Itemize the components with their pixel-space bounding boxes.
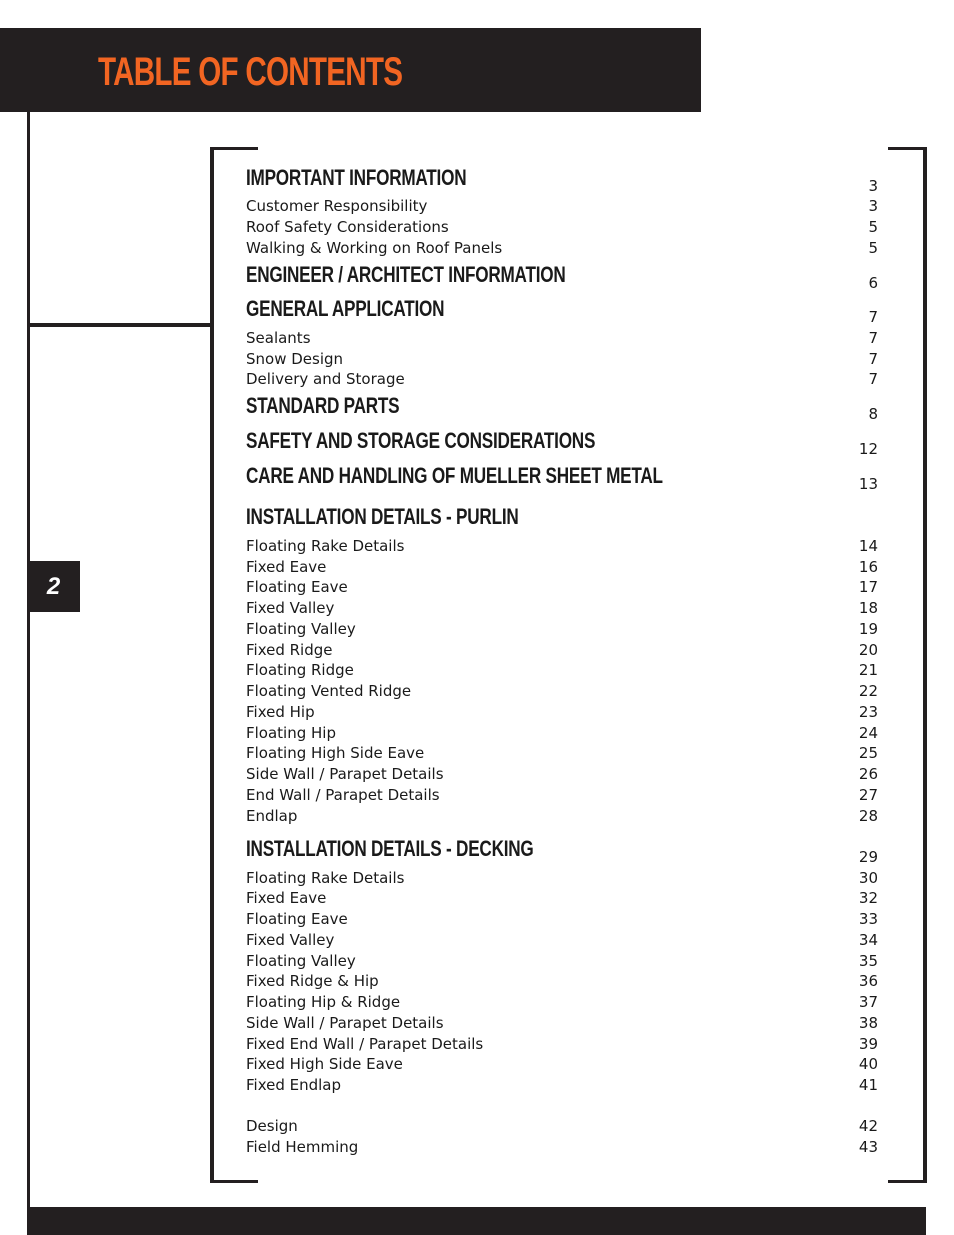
toc-entry-page: 30 [858, 869, 878, 887]
toc-item[interactable] [246, 868, 878, 889]
toc-item[interactable] [246, 1013, 878, 1034]
toc-entry-page: 7 [868, 350, 878, 368]
toc-entry-page: 27 [858, 786, 878, 804]
toc-entry-label: Fixed Valley [246, 931, 335, 949]
toc-entry-page: 41 [858, 1076, 878, 1094]
toc-item[interactable] [246, 369, 878, 390]
toc-item[interactable] [246, 660, 878, 681]
toc-entry-label: CARE AND HANDLING OF MUELLER SHEET METAL [246, 463, 663, 488]
toc-item[interactable] [246, 743, 878, 764]
toc-item[interactable] [246, 598, 878, 619]
toc-entry-label: Sealants [246, 329, 311, 347]
toc-entry-page: 13 [858, 475, 878, 493]
toc-entry-page: 3 [868, 177, 878, 195]
toc-entry-page: 7 [868, 329, 878, 347]
toc-entry-label: Field Hemming [246, 1138, 359, 1156]
toc-item[interactable] [246, 536, 878, 557]
toc-entry-label: SAFETY AND STORAGE CONSIDERATIONS [246, 428, 596, 453]
toc-entry-label: End Wall / Parapet Details [246, 786, 440, 804]
toc-entry-label: Fixed High Side Eave [246, 1055, 403, 1073]
toc-item[interactable] [246, 217, 878, 238]
toc-entry-page: 12 [858, 440, 878, 458]
toc-item[interactable] [246, 640, 878, 661]
toc-entry-page: 14 [858, 537, 878, 555]
toc-item[interactable] [246, 196, 878, 217]
toc-entry-page: 39 [858, 1035, 878, 1053]
toc-entry-label: Side Wall / Parapet Details [246, 765, 444, 783]
toc-heading[interactable] [246, 393, 878, 425]
toc-item[interactable] [246, 909, 878, 930]
toc-entry-page: 3 [868, 197, 878, 215]
toc-item[interactable] [246, 806, 878, 827]
toc-entry-label: Fixed Ridge & Hip [246, 972, 379, 990]
toc-entry-page: 17 [858, 578, 878, 596]
toc-entry-label: GENERAL APPLICATION [246, 296, 445, 321]
toc-item[interactable] [246, 723, 878, 744]
toc-item[interactable] [246, 619, 878, 640]
toc-item[interactable] [246, 888, 878, 909]
toc-entry-page: 22 [858, 682, 878, 700]
toc-item[interactable] [246, 1054, 878, 1075]
toc-entry-label: Fixed Hip [246, 703, 315, 721]
toc-entry-label: Floating Ridge [246, 661, 354, 679]
toc-entry-label: Floating Rake Details [246, 869, 405, 887]
toc-entry-page: 24 [858, 724, 878, 742]
toc-entry-page: 7 [868, 308, 878, 326]
toc-heading[interactable] [246, 428, 878, 460]
toc-item[interactable] [246, 557, 878, 578]
toc-entry-label: Side Wall / Parapet Details [246, 1014, 444, 1032]
toc-entry-label: INSTALLATION DETAILS - DECKING [246, 836, 534, 861]
toc-entry-label: Fixed Endlap [246, 1076, 342, 1094]
toc-entry-label: IMPORTANT INFORMATION [246, 165, 467, 190]
toc-entry-label: Customer Responsibility [246, 197, 428, 215]
toc-entry-label: Floating Eave [246, 910, 348, 928]
toc-item[interactable] [246, 238, 878, 259]
toc-entry-label: Fixed Ridge [246, 641, 333, 659]
toc-entry-label: Floating Valley [246, 620, 356, 638]
toc-heading[interactable] [246, 504, 878, 536]
toc-item[interactable] [246, 930, 878, 951]
toc-item[interactable] [246, 681, 878, 702]
toc-item[interactable] [246, 702, 878, 723]
page-number-tab: 2 [27, 561, 80, 612]
toc-entry-page: 16 [858, 558, 878, 576]
toc-entry-page: 43 [858, 1138, 878, 1156]
toc-entry-page: 35 [858, 952, 878, 970]
toc-entry-page: 29 [858, 848, 878, 866]
toc-item[interactable] [246, 328, 878, 349]
toc-entry-label: Floating Eave [246, 578, 348, 596]
toc-entry-page: 5 [868, 218, 878, 236]
toc-bracket-right [888, 147, 927, 1183]
toc-entry-label: Floating High Side Eave [246, 744, 425, 762]
toc-heading[interactable] [246, 262, 878, 294]
toc-entry-page: 25 [858, 744, 878, 762]
toc-entry-label: Floating Hip [246, 724, 336, 742]
toc-entry-label: STANDARD PARTS [246, 393, 400, 418]
toc-entry-label: Floating Vented Ridge [246, 682, 412, 700]
toc-entry-label: Fixed Eave [246, 558, 327, 576]
table-of-contents [246, 0, 878, 1235]
toc-item[interactable] [246, 1137, 878, 1158]
toc-entry-label: Endlap [246, 807, 298, 825]
toc-entry-label: Walking & Working on Roof Panels [246, 239, 503, 257]
toc-entry-label: Snow Design [246, 350, 344, 368]
toc-entry-label: Delivery and Storage [246, 370, 405, 388]
toc-entry-page: 37 [858, 993, 878, 1011]
toc-entry-label: Floating Hip & Ridge [246, 993, 401, 1011]
toc-item[interactable] [246, 349, 878, 370]
toc-entry-label: Fixed Eave [246, 889, 327, 907]
toc-heading[interactable] [246, 836, 878, 868]
toc-entry-label: Roof Safety Considerations [246, 218, 449, 236]
side-rule [27, 323, 212, 327]
toc-entry-page: 21 [858, 661, 878, 679]
toc-entry-page: 34 [858, 931, 878, 949]
toc-entry-page: 26 [858, 765, 878, 783]
toc-item[interactable] [246, 785, 878, 806]
toc-entry-page: 20 [858, 641, 878, 659]
toc-entry-page: 40 [858, 1055, 878, 1073]
left-rule [27, 112, 30, 1212]
toc-entry-page: 33 [858, 910, 878, 928]
toc-entry-page: 32 [858, 889, 878, 907]
toc-item[interactable] [246, 951, 878, 972]
toc-entry-page: 19 [858, 620, 878, 638]
toc-entry-page: 8 [868, 405, 878, 423]
toc-entry-page: 36 [858, 972, 878, 990]
toc-entry-label: ENGINEER / ARCHITECT INFORMATION [246, 262, 566, 287]
toc-entry-label: Floating Valley [246, 952, 356, 970]
toc-item[interactable] [246, 971, 878, 992]
toc-entry-label: INSTALLATION DETAILS - PURLIN [246, 504, 519, 529]
page-title: TABLE OF CONTENTS [98, 50, 403, 94]
toc-entry-page: 42 [858, 1117, 878, 1135]
toc-item[interactable] [246, 1075, 878, 1096]
toc-heading[interactable] [246, 463, 878, 495]
toc-item[interactable] [246, 992, 878, 1013]
toc-entry-label: Floating Rake Details [246, 537, 405, 555]
toc-heading[interactable] [246, 165, 878, 197]
toc-entry-label: Fixed End Wall / Parapet Details [246, 1035, 484, 1053]
toc-entry-label: Design [246, 1117, 298, 1135]
toc-entry-page: 18 [858, 599, 878, 617]
toc-item[interactable] [246, 1034, 878, 1055]
toc-entry-page: 38 [858, 1014, 878, 1032]
toc-entry-label: Fixed Valley [246, 599, 335, 617]
toc-entry-page: 28 [858, 807, 878, 825]
toc-entry-page: 5 [868, 239, 878, 257]
toc-entry-page: 23 [858, 703, 878, 721]
toc-heading[interactable] [246, 296, 878, 328]
toc-item[interactable] [246, 764, 878, 785]
toc-item[interactable] [246, 1116, 878, 1137]
toc-entry-page: 7 [868, 370, 878, 388]
toc-item[interactable] [246, 577, 878, 598]
toc-entry-page: 6 [868, 274, 878, 292]
